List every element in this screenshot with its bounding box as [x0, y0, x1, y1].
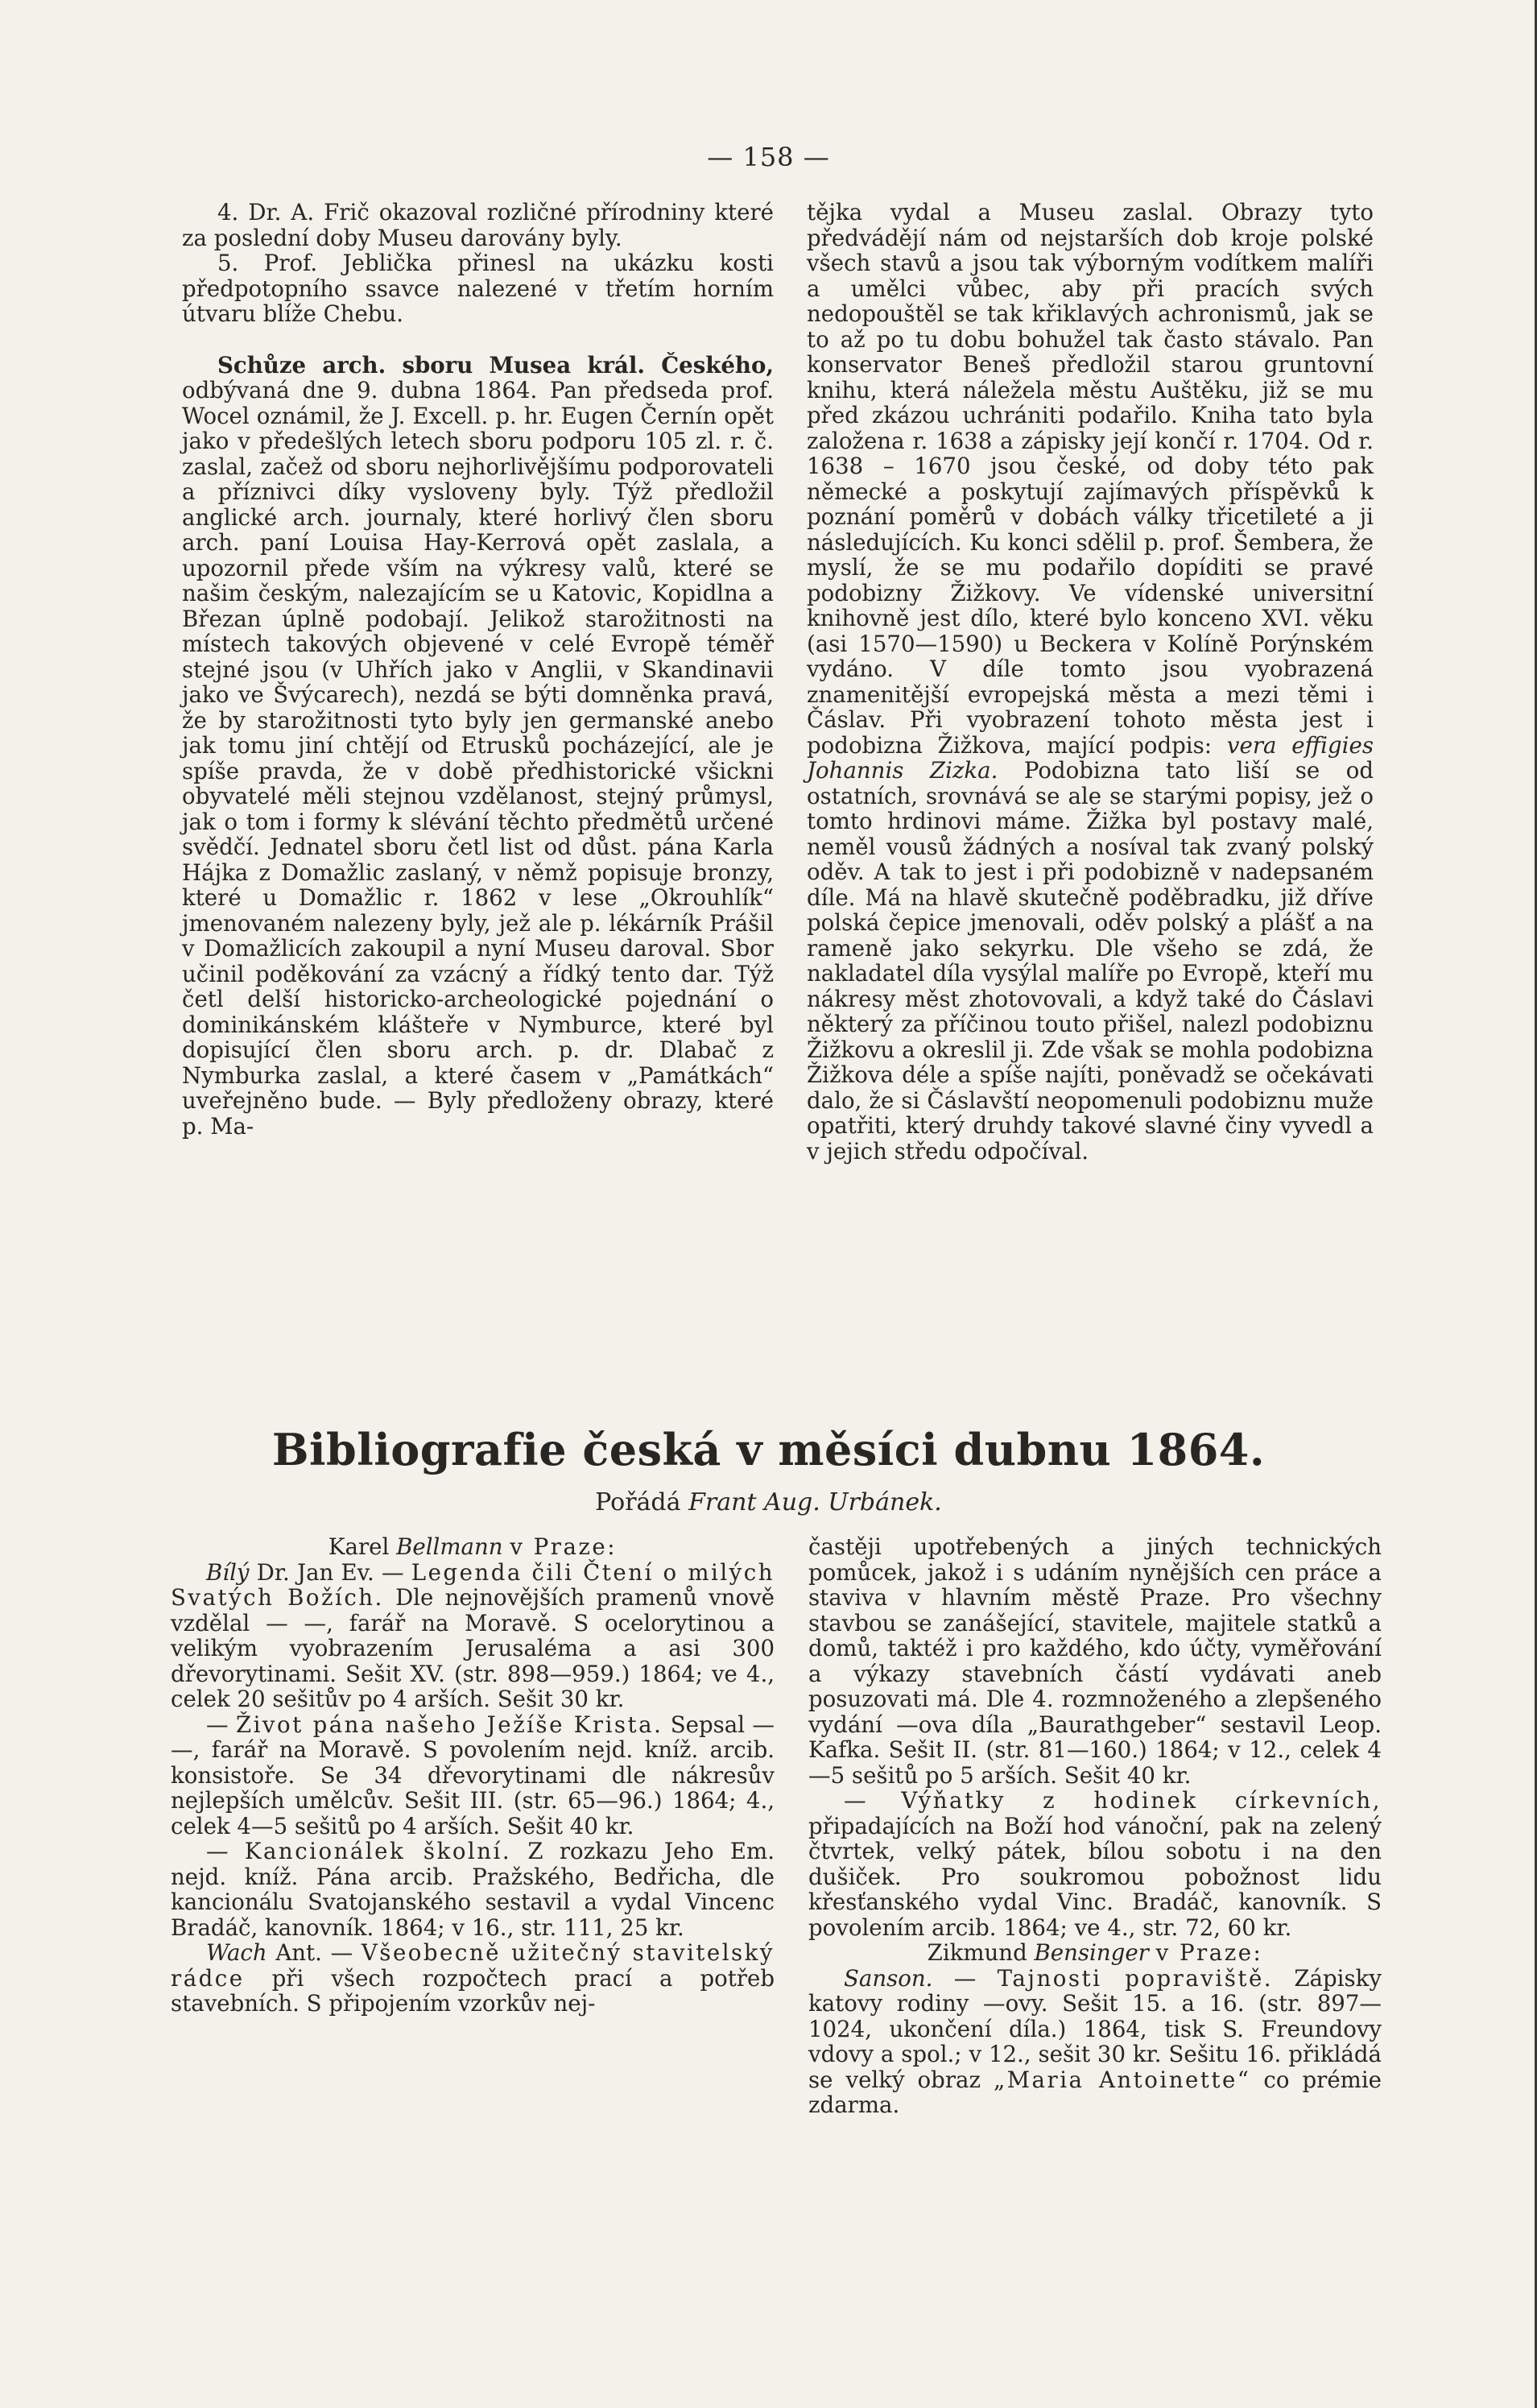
bibliography-byline	[0, 1488, 1537, 1516]
entry-text: Sepsal — —, farář na Moravě. S povolením nejd. kníž. arcib. konsistoře. Se 34 dřevorytinami dle nákresův nejlepších umělcův. Sešit III. (str. 65—96.) 1864; 4., celek 4—5 sešitů po 4 arších. Sešit 40 kr.	[171, 1711, 775, 1839]
byline-author: Frant Aug. Urbánek.	[688, 1488, 942, 1516]
entry-author: Sanson.	[844, 1964, 933, 1992]
bibliography-entry	[171, 1839, 775, 1940]
page-number: — 158 —	[707, 142, 830, 172]
report-text-part1: tějka vydal a Museu zaslal. Obrazy tyto předvádějí nám od nejstarších dob kroje polské všech stavů a jsou tak výborným vodítkem malíři a umělci vůbec, aby při pracích svých nedopouštěl se tak křiklavých achronismů, jak se to až po tu dobu bohužel tak často stávalo. Pan konservator Beneš předložil starou gruntovní knihu, která náležela městu Auštěku, již se mu před zkázou uchrániti podařilo. Kniha tato byla založena r. 1638 a zápisky její končí r. 1704. Od r. 1638 – 1670 jsou české, od doby této pak německé a poskytují zajímavých příspěvků k poznání poměrů v dobách války třicetileté a ji následujících. Ku konci sdělil p. prof. Šembera, že myslí, že se mu podařilo dopíditi se pravé podobizny Žižkovy. Ve vídenské universitní knihovně jest dílo, které bylo konceno XVI. věku (asi 1570—1590) u Beckera v Kolíně Porýnském vydáno. V díle tomto jsou vyobrazená znamenitější evropejská města a mezi těmi i Čáslav. Při vyobrazení tohoto města jest i podobizna Žižkova, mající podpis:	[807, 199, 1374, 759]
entry-text: při všech rozpočtech prací a potřeb stavebních. S připojením vzorkův nej-	[171, 1964, 775, 2017]
publisher-name: Bellmann	[396, 1533, 503, 1560]
byline-prefix: Pořádá	[595, 1488, 681, 1516]
bibliography-entry	[171, 1940, 775, 2017]
entry-author: Wach	[206, 1939, 267, 1966]
entry-dash: —	[206, 1711, 229, 1738]
entry-title: Kancionálek školní.	[244, 1838, 512, 1864]
entry-text: Zápisky katovy rodiny —ovy. Sešit 15. a 16. (str. 897—1024, ukončení díla.) 1864, tisk S. Freundovy vdovy a spol.; v 12., sešit 30 kr. Sešitu 16. přikládá se velký obraz	[808, 1964, 1382, 2093]
meeting-report	[182, 353, 774, 1140]
continued-report	[807, 200, 1374, 1164]
upper-left-column	[182, 200, 774, 1139]
entry-image-title: „Maria Antoinette“	[994, 2066, 1251, 2093]
entry-title: Všeobecně užitečný stavitelský rádce	[171, 1939, 775, 1992]
publisher-first-name: Zikmund	[927, 1939, 1027, 1966]
meeting-text: odbývaná dne 9. dubna 1864. Pan předseda prof. Wocel oznámil, že J. Excell. p. hr. Eugen Černín opět jako v předešlých letech sboru podporu 105 zl. r. č. zaslal, začež od sboru nejhorlivějšímu podporovateli a příznivci díky vysloveny byly. Týž předložil anglické arch. journaly, které horlivý člen sboru arch. paní Louisa Hay-Kerrová opět zaslala, a upozornil přede vším na výkresy valů, které se našim českým, nalezajícím se u Katovic, Kopidlna a Březan úplně podobají. Jelikož starožitnosti na místech takových objevené v celé Evropě téměř stejné jsou (v Uhřích jako v Anglii, v Skandinavii jako ve Švýcarech), nezdá se býti domněnka pravá, že by starožitnosti tyto byly jen germanské anebo jak tomu jiní chtějí od Etrusků pocházející, ale je spíše pravda, že v době předhistorické všickni obyvatelé měli stejnou vzdělanost, stejný průmysl, jak o tom i formy k slévání těchto předmětů určené svědčí. Jednatel sboru četl list od důst. pána Karla Hájka z Domažlic zaslaný, v němž popisuje bronzy, které u Domažlic r. 1862 v lese „Okrouhlík“ jmenovaném nalezeny byly, jež ale p. lékárník Prášil v Domažlicích zakoupil a nyní Museu daroval. Sbor učinil poděkování za vzácný a řídký tento dar. Týž četl delší historicko-archeologické pojednání o dominikánském klášteře v Nymburce, které byl dopisující člen sboru arch. p. dr. Dlabač z Nymburka zaslal, a které časem v „Památkách“ uveřejněno bude. — Byly předloženy obrazy, které p. Ma-	[182, 377, 774, 1140]
publisher-city: v Praze:	[510, 1533, 618, 1560]
entry-text: Z rozkazu Jeho Em. nejd. kníž. Pána arcib. Pražského, Bedřicha, dle kancionálu Svatojanského sestavil a vydal Vincenc Bradáč, kanovník. 1864; v 16., str. 111, 25 kr.	[171, 1838, 775, 1941]
upper-right-column	[807, 200, 1374, 1164]
bibliography-entry	[171, 1560, 775, 1712]
publisher-first-name: Karel	[328, 1533, 390, 1560]
bibliography-entry-continued: častěji upotřebených a jiných technických pomůcek, jakož i s udáním nynějších cen práce a staviva v hlavním městě Praze. Pro všechny stavbou se zanášející, stavitele, majitele statků a domů, taktéž i pro každého, kdo účty, vyměřování a výkazy stavebních částí vydávati aneb posuzovati má. Dle 4. rozmnoženého a zlepšeného vydání —ova díla „Baurathgeber“ sestavil Leop. Kafka. Sešit II. (str. 81—160.) 1864; v 12., celek 4—5 sešitů po 5 arších. Sešit 40 kr.	[808, 1533, 1382, 1789]
bibliography-title: Bibliografie česká v měsíci dubnu 1864.	[271, 1424, 1266, 1475]
publisher-heading	[808, 1940, 1382, 1966]
entry-author-rest: Dr. Jan Ev. —	[256, 1558, 404, 1586]
meeting-heading: Schůze arch. sboru Musea král. Českého,	[217, 351, 774, 379]
entry-title: Tajnosti popraviště.	[997, 1964, 1274, 1992]
entry-text-end: co prémie zdarma.	[808, 2066, 1382, 2118]
entry-dash: —	[206, 1838, 229, 1864]
publisher-city: v Praze:	[1155, 1939, 1263, 1966]
entry-dash: —	[844, 1787, 866, 1814]
entry-dash: —	[953, 1964, 977, 1992]
entry-title: Život pána našeho Ježíše Krista.	[235, 1711, 663, 1738]
publisher-name: Bensinger	[1034, 1939, 1149, 1966]
entry-author-rest: Ant. —	[275, 1939, 353, 1966]
bibliography-entry	[171, 1712, 775, 1839]
bibliography-right-column	[808, 1534, 1382, 2118]
report-text-part2: Podobizna tato liší se od ostatních, srovnává se ale se starými popisy, jež o tomto hrdinovi máme. Žižka byl postavy malé, neměl vousů žádných a nosíval tak zvaný polský oděv. A tak to jest i při podobizně v nadepsaném díle. Má na hlavě skutečně poděbradku, již dříve polská čepice jmenovali, oděv polský a plášť a na rameně jako sekyrku. Dle všeho se zdá, že nakladatel díla vysýlal malíře po Evropě, kteří mu nákresy měst zhotovovali, a když také do Čáslavi některý za příčinou touto přišel, nalezl podobiznu Žižkovu a okreslil ji. Zde však se mohla podobizna Žižkova déle a spíše najíti, poněvadž se očekávati dalo, že si Čáslavští neopomenuli podobiznu muže opatřiti, který druhdy takové slavné činy vyvedl a v jejich středu odpočíval.	[807, 757, 1374, 1165]
entry-title: Výňatky z hodinek církevních,	[901, 1787, 1382, 1814]
spacer	[182, 327, 774, 353]
report-item-5: 5. Prof. Jeblička přinesl na ukázku kosti předpotopního ssavce nalezené v třetím horním útvaru blíže Chebu.	[182, 250, 774, 327]
bibliography-entry	[808, 1788, 1382, 1940]
entry-author: Bílý	[206, 1558, 250, 1586]
entry-text: Dle nejnovějších pramenů vnově vzdělal — —, farář na Moravě. S ocelorytinou a velikým vyobrazením Jerusaléma a asi 300 dřevorytinami. Sešit XV. (str. 898—959.) 1864; ve 4., celek 20 sešitův po 4 arších. Sešit 30 kr.	[171, 1584, 775, 1712]
bibliography-left-column	[171, 1534, 775, 2017]
entry-title: Legenda čili Čtení o milých Svatých Božích.	[171, 1558, 775, 1611]
report-item-4: 4. Dr. A. Frič okazoval rozličné přírodniny které za poslední doby Museu darovány byly.	[182, 199, 774, 251]
publisher-heading	[171, 1534, 775, 1560]
portrait-signature: vera effigies Johannis Zizka.	[807, 731, 1374, 784]
bibliography-entry	[808, 1966, 1382, 2118]
entry-text: připadajících na Boží hod vánoční, pak na zelený čtvrtek, velký pátek, bílou sobotu i na den dušiček. Pro soukromou pobožnost lidu křesťanského vydal Vinc. Bradáč, kanovník. S povolením arcib. 1864; ve 4., str. 72, 60 kr.	[808, 1812, 1382, 1941]
